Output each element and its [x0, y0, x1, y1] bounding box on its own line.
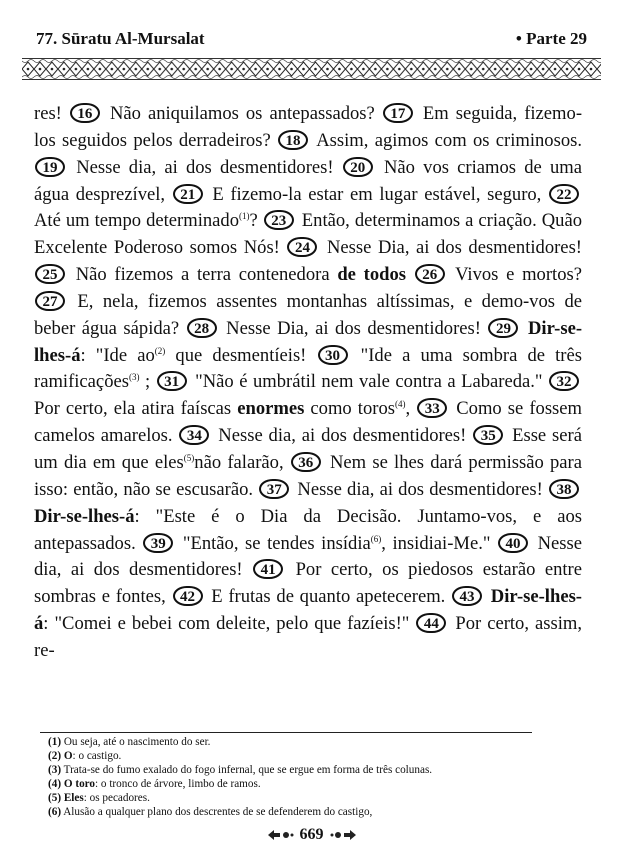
- text-run: ?: [249, 210, 263, 232]
- verse-number-30: 30: [318, 345, 348, 365]
- verse-number-40: 40: [498, 533, 528, 553]
- text-run: E, nela, fizemos assentes montanhas altíssimas, e demo-vos de beber água sápida?: [34, 290, 582, 339]
- verse-number-37: 37: [259, 479, 289, 499]
- text-run: res!: [34, 103, 69, 124]
- verse-number-17: 17: [383, 103, 413, 123]
- footnote-ref: (4): [394, 399, 406, 410]
- text-run: Em seguida, fizemo-los seguidos pelos derradeiros?: [34, 103, 583, 151]
- text-run: Como se fossem camelos amarelos.: [34, 398, 583, 447]
- footnote-label: (6): [48, 805, 62, 818]
- footnote-label: (4) O toro: [48, 777, 96, 790]
- text-run: Vivos e mortos?: [447, 264, 582, 286]
- footnote-text: Trata-se do fumo exalado do fogo infernal, que se ergue em forma de três colunas.: [61, 763, 433, 776]
- footnotes: [48, 736, 568, 819]
- verse-number-29: 29: [488, 318, 518, 338]
- verse-number-16: 16: [70, 103, 100, 123]
- emphasis-text: Dir-se-lhes-á: [34, 505, 135, 527]
- surah-title: 77. Sūratu Al-Mursalat: [36, 29, 205, 48]
- verse-number-31: 31: [157, 371, 187, 391]
- page-body-text: [34, 101, 582, 665]
- footnote-ref: (5): [183, 452, 195, 463]
- page-footer: [0, 826, 623, 844]
- verse-number-23: 23: [264, 210, 294, 230]
- page-number: 669: [299, 826, 324, 843]
- text-run: Nesse Dia, ai dos desmentidores!: [320, 237, 582, 259]
- text-run: Assim, agimos com os criminosos.: [311, 129, 583, 151]
- text-run: Nesse dia, ai dos desmentidores!: [212, 425, 473, 447]
- verse-number-26: 26: [415, 264, 445, 284]
- text-run: Nem se lhes dará permissão para isso: então, não se escusarão.: [34, 451, 582, 500]
- text-run: Nesse dia, ai dos desmentidores!: [34, 532, 582, 581]
- footnote-label: (5) Eles: [48, 791, 84, 804]
- footnote-text: : o tronco de árvore, limbo de ramos.: [95, 777, 261, 790]
- text-run: Não aniquilamos os antepassados?: [102, 103, 382, 124]
- verse-number-18: 18: [278, 130, 308, 150]
- emphasis-text: Dir-se-lhes-á: [34, 317, 583, 366]
- text-run: "Não é umbrátil nem vale contra a Labareda.": [189, 371, 548, 393]
- footnote-ref: (3): [128, 372, 140, 383]
- verse-number-39: 39: [143, 533, 173, 553]
- text-run: Por certo, assim, re-: [34, 613, 582, 661]
- verse-number-36: 36: [291, 452, 321, 472]
- verse-number-44: 44: [416, 613, 446, 633]
- text-run: Nesse dia, ai dos desmentidores!: [292, 478, 548, 500]
- text-run: Por certo, os piedosos estarão entre sombras e fontes,: [34, 559, 582, 608]
- text-run: Então, determinamos a criação. Quão Excelente Poderoso somos Nós!: [34, 210, 583, 259]
- emphasis-text: de todos: [337, 264, 406, 286]
- text-run: , insidiai-Me.": [381, 532, 497, 554]
- text-run: Até um tempo determinado: [34, 210, 240, 232]
- part-label: • Parte 29: [515, 29, 587, 48]
- footnote-item: [48, 778, 568, 792]
- verse-number-34: 34: [179, 425, 209, 445]
- verse-number-25: 25: [35, 264, 65, 284]
- footnote-ref: (6): [370, 533, 382, 544]
- footnote-ref: (1): [239, 211, 250, 222]
- verse-number-42: 42: [173, 586, 203, 606]
- text-run: [406, 264, 414, 285]
- text-run: que desmentíeis!: [165, 344, 317, 366]
- verse-number-32: 32: [549, 371, 579, 391]
- footnote-item: [48, 750, 568, 764]
- verse-number-19: 19: [35, 157, 65, 177]
- text-run: Nesse Dia, ai dos desmentidores!: [219, 317, 488, 339]
- text-run: : "Comei e bebei com deleite, pelo que fazíeis!": [43, 613, 416, 635]
- footnote-text: Ou seja, até o nascimento do ser.: [61, 736, 211, 748]
- verse-number-22: 22: [549, 184, 579, 204]
- text-run: E frutas de quanto apetecerem.: [205, 586, 452, 608]
- footnote-label: (1): [48, 736, 62, 748]
- footnote-label: (2) O: [48, 749, 73, 762]
- verse-number-20: 20: [343, 157, 373, 177]
- text-run: Esse será um dia em que eles: [34, 425, 582, 473]
- text-run: Nesse dia, ai dos desmentidores!: [68, 156, 342, 178]
- text-run: Não vos criamos de uma água desprezível,: [34, 156, 582, 205]
- verse-number-43: 43: [452, 586, 482, 606]
- footnote-divider: [40, 732, 532, 733]
- footnote-ref: (2): [154, 345, 166, 356]
- right-flourish-icon: [330, 828, 358, 842]
- footnote-item: [48, 806, 568, 820]
- text-run: : "Ide ao: [80, 344, 155, 366]
- footnote-text: Alusão a qualquer plano dos descrentes de se defenderem do castigo,: [61, 805, 373, 818]
- text-run: E fizemo-la estar em lugar estável, seguro,: [205, 183, 548, 205]
- verse-number-33: 33: [417, 398, 447, 418]
- footnote-item: [48, 764, 568, 778]
- page-header: [36, 29, 587, 51]
- footnote-label: (3): [48, 763, 62, 776]
- left-flourish-icon: [266, 828, 294, 842]
- text-run: não falarão,: [194, 451, 290, 473]
- text-run: "Ide a uma sombra de três ramificações: [34, 344, 582, 393]
- verse-number-27: 27: [35, 291, 65, 311]
- emphasis-text: Dir-se-lhes-á: [34, 586, 582, 635]
- text-run: ,: [405, 398, 417, 420]
- verse-number-41: 41: [253, 559, 283, 579]
- emphasis-text: enormes: [237, 398, 305, 420]
- verse-number-21: 21: [173, 184, 203, 204]
- text-run: como toros: [304, 398, 395, 420]
- verse-number-28: 28: [187, 318, 217, 338]
- verse-number-24: 24: [287, 237, 317, 257]
- verse-number-38: 38: [549, 479, 579, 499]
- footnote-item: [48, 736, 568, 750]
- text-run: : "Este é o Dia da Decisão. Juntamo-vos, e aos antepassados.: [34, 505, 582, 554]
- footnote-text: : o castigo.: [72, 749, 122, 762]
- footnote-text: : os pecadores.: [83, 791, 150, 804]
- decorative-border: [22, 58, 601, 80]
- text-run: ;: [139, 371, 156, 393]
- text-run: Por certo, ela atira faíscas: [34, 398, 238, 420]
- footnote-item: [48, 792, 568, 806]
- verse-number-35: 35: [473, 425, 503, 445]
- text-run: "Então, se tendes insídia: [176, 532, 371, 554]
- text-run: Não fizemos a terra contenedora: [68, 264, 338, 286]
